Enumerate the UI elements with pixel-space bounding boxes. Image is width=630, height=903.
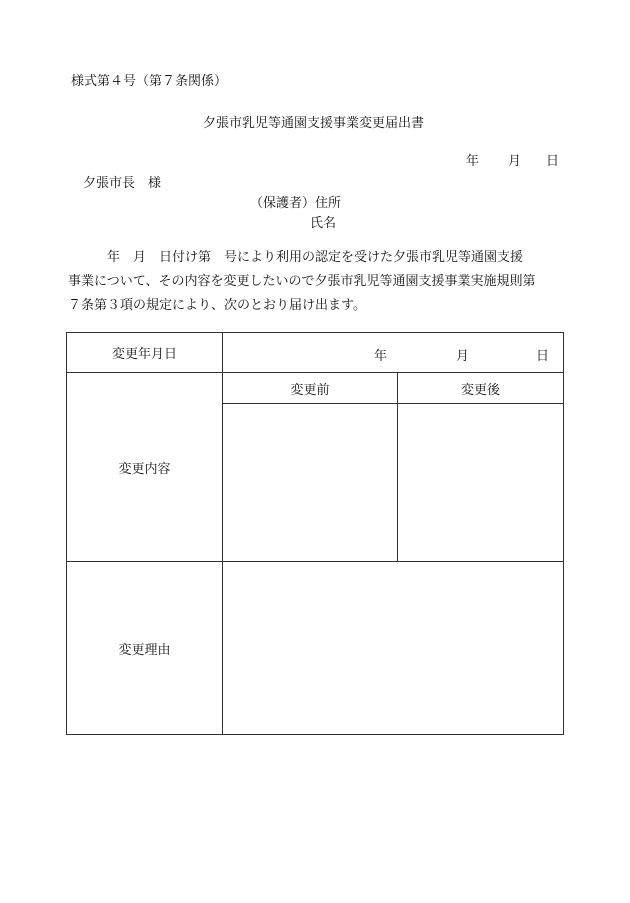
change-date-field[interactable] xyxy=(223,333,564,373)
change-date-year: 年 xyxy=(374,349,388,364)
change-content-label: 変更内容 xyxy=(67,373,223,562)
body-line: 事業について、その内容を変更したいので夕張市乳児等通園支援事業実施規則第 xyxy=(68,274,536,289)
change-date-day: 日 xyxy=(536,349,550,364)
change-reason-field[interactable] xyxy=(223,562,564,735)
date-day-label: 日 xyxy=(546,154,560,169)
guardian-name-label: 氏名 xyxy=(310,216,337,231)
change-table xyxy=(66,332,564,735)
date-month-label: 月 xyxy=(508,154,522,169)
after-header: 変更後 xyxy=(398,373,564,404)
change-reason-label: 変更理由 xyxy=(67,562,223,735)
before-field[interactable] xyxy=(223,404,398,562)
change-date-month: 月 xyxy=(456,349,470,364)
change-date-label: 変更年月日 xyxy=(67,333,223,373)
body-line: 年 月 日付け第 号により利用の認定を受けた夕張市乳児等通園支援 xyxy=(68,250,524,265)
body-line: ７条第３項の規定により、次のとおり届け出ます。 xyxy=(68,298,366,313)
after-field[interactable] xyxy=(398,404,564,562)
date-year-label: 年 xyxy=(466,154,480,169)
document-title: 夕張市乳児等通園支援事業変更届出書 xyxy=(203,116,425,131)
guardian-address-label: （保護者）住所 xyxy=(250,196,342,211)
addressee: 夕張市長 様 xyxy=(83,176,162,191)
form-number: 様式第４号（第７条関係） xyxy=(71,74,228,89)
before-header: 変更前 xyxy=(223,373,398,404)
